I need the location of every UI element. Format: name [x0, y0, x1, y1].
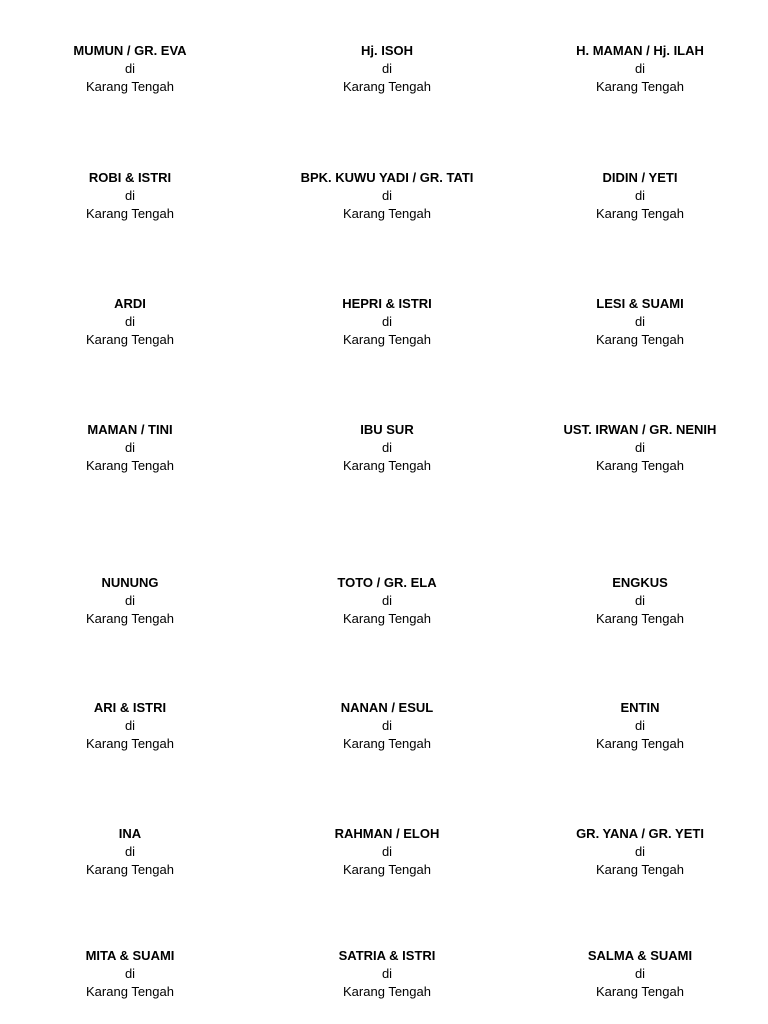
recipient-name: ROBI & ISTRI: [88, 170, 172, 185]
address-label: [267, 295, 507, 349]
recipient-location: Karang Tengah: [596, 984, 684, 999]
recipient-name: BPK. KUWU YADI / GR. TATI: [300, 170, 474, 185]
recipient-location: Karang Tengah: [86, 736, 174, 751]
recipient-location: Karang Tengah: [596, 458, 684, 473]
recipient-name: NANAN / ESUL: [340, 700, 434, 715]
address-label: [520, 169, 760, 223]
recipient-location: Karang Tengah: [596, 206, 684, 221]
recipient-name: TOTO / GR. ELA: [337, 575, 437, 590]
preposition-text: di: [381, 844, 393, 859]
recipient-location: Karang Tengah: [343, 984, 431, 999]
address-label: [10, 42, 250, 96]
address-label: [267, 421, 507, 475]
recipient-name: NUNUNG: [101, 575, 159, 590]
preposition-text: di: [634, 188, 646, 203]
preposition-text: di: [381, 718, 393, 733]
preposition-text: di: [381, 188, 393, 203]
recipient-name: ENGKUS: [612, 575, 668, 590]
recipient-location: Karang Tengah: [596, 862, 684, 877]
recipient-name: RAHMAN / ELOH: [334, 826, 440, 841]
preposition-text: di: [124, 188, 136, 203]
recipient-location: Karang Tengah: [343, 611, 431, 626]
recipient-location: Karang Tengah: [596, 736, 684, 751]
preposition-text: di: [124, 61, 136, 76]
address-label: [10, 825, 250, 879]
recipient-name: GR. YANA / GR. YETI: [576, 826, 704, 841]
preposition-text: di: [634, 844, 646, 859]
address-label: [10, 947, 250, 1001]
preposition-text: di: [124, 844, 136, 859]
recipient-location: Karang Tengah: [86, 984, 174, 999]
recipient-name: LESI & SUAMI: [596, 296, 684, 311]
preposition-text: di: [634, 314, 646, 329]
recipient-location: Karang Tengah: [343, 458, 431, 473]
preposition-text: di: [124, 718, 136, 733]
address-label: [10, 574, 250, 628]
preposition-text: di: [381, 440, 393, 455]
address-label: [267, 169, 507, 223]
preposition-text: di: [634, 593, 646, 608]
recipient-location: Karang Tengah: [86, 862, 174, 877]
address-label: [520, 947, 760, 1001]
address-label: [520, 42, 760, 96]
recipient-location: Karang Tengah: [343, 332, 431, 347]
preposition-text: di: [381, 61, 393, 76]
recipient-name: H. MAMAN / Hj. ILAH: [576, 43, 704, 58]
preposition-text: di: [634, 718, 646, 733]
preposition-text: di: [381, 314, 393, 329]
recipient-location: Karang Tengah: [86, 611, 174, 626]
recipient-name: ARI & ISTRI: [93, 700, 167, 715]
recipient-name: HEPRI & ISTRI: [342, 296, 432, 311]
address-label: [520, 825, 760, 879]
address-label: [267, 699, 507, 753]
preposition-text: di: [634, 440, 646, 455]
recipient-name: MAMAN / TINI: [87, 422, 173, 437]
recipient-location: Karang Tengah: [343, 79, 431, 94]
recipient-name: IBU SUR: [360, 422, 414, 437]
recipient-name: MUMUN / GR. EVA: [73, 43, 187, 58]
recipient-name: DIDIN / YETI: [602, 170, 678, 185]
recipient-location: Karang Tengah: [86, 458, 174, 473]
recipient-name: Hj. ISOH: [360, 43, 413, 58]
recipient-name: MITA & SUAMI: [85, 948, 175, 963]
recipient-name: SATRIA & ISTRI: [338, 948, 436, 963]
preposition-text: di: [124, 314, 136, 329]
address-label: [520, 574, 760, 628]
recipient-name: UST. IRWAN / GR. NENIH: [563, 422, 717, 437]
address-label: [267, 574, 507, 628]
preposition-text: di: [381, 593, 393, 608]
address-label: [10, 421, 250, 475]
preposition-text: di: [381, 966, 393, 981]
preposition-text: di: [124, 966, 136, 981]
address-label: [267, 42, 507, 96]
recipient-location: Karang Tengah: [596, 79, 684, 94]
recipient-name: SALMA & SUAMI: [587, 948, 693, 963]
recipient-location: Karang Tengah: [86, 79, 174, 94]
recipient-location: Karang Tengah: [596, 611, 684, 626]
address-label: [10, 169, 250, 223]
recipient-location: Karang Tengah: [596, 332, 684, 347]
recipient-location: Karang Tengah: [343, 206, 431, 221]
address-label: [520, 699, 760, 753]
address-label: [10, 699, 250, 753]
recipient-location: Karang Tengah: [86, 206, 174, 221]
address-label: [520, 421, 760, 475]
address-label: [10, 295, 250, 349]
recipient-location: Karang Tengah: [343, 862, 431, 877]
address-label: [267, 947, 507, 1001]
preposition-text: di: [124, 593, 136, 608]
recipient-location: Karang Tengah: [86, 332, 174, 347]
preposition-text: di: [634, 61, 646, 76]
address-label: [520, 295, 760, 349]
recipient-name: ARDI: [114, 296, 146, 311]
recipient-location: Karang Tengah: [343, 736, 431, 751]
recipient-name: INA: [118, 826, 142, 841]
preposition-text: di: [124, 440, 136, 455]
recipient-name: ENTIN: [620, 700, 660, 715]
address-label: [267, 825, 507, 879]
preposition-text: di: [634, 966, 646, 981]
